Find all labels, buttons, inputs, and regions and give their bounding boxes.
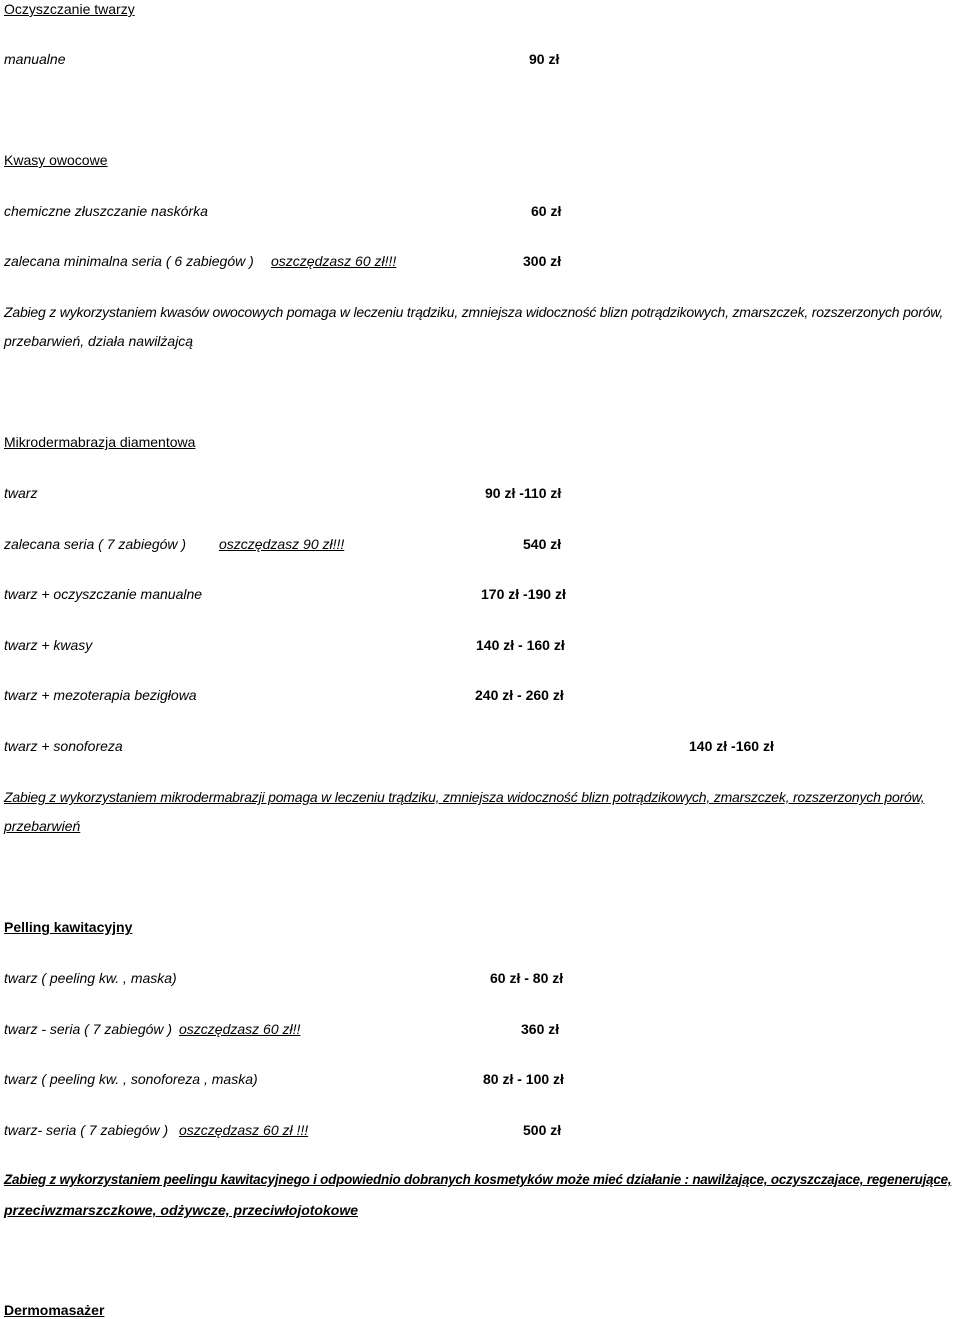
service-price-manualne: 90 zł (529, 51, 560, 67)
section-heading-oczyszczanie: Oczyszczanie twarzy (4, 1, 135, 17)
section-heading-pelling: Pelling kawitacyjny (4, 919, 133, 935)
service-label-peeling-sonoforeza: twarz ( peeling kw. , sonoforeza , maska) (4, 1071, 258, 1087)
service-label-seria-pelling-2: twarz- seria ( 7 zabiegów ) (4, 1122, 169, 1138)
service-price-oczyszczanie: 170 zł -190 zł (481, 586, 566, 602)
service-label-seria-mikro: zalecana seria ( 7 zabiegów ) (4, 536, 187, 552)
service-label-oczyszczanie: twarz + oczyszczanie manualne (4, 586, 203, 602)
saving-note-pelling: oszczędzasz 60 zł!! (179, 1021, 301, 1037)
section-heading-mikro: Mikrodermabrazja diamentowa (4, 434, 196, 450)
service-price-seria-mikro: 540 zł (523, 536, 562, 552)
service-label-sonoforeza: twarz + sonoforeza (4, 738, 123, 754)
service-price-seria-pelling: 360 zł (521, 1021, 560, 1037)
saving-note-kwasy: oszczędzasz 60 zł!!! (271, 253, 397, 269)
saving-note-mikro: oszczędzasz 90 zł!!! (219, 536, 345, 552)
service-price-chemiczne: 60 zł (531, 203, 562, 219)
service-label-seria-kwasy: zalecana minimalna seria ( 6 zabiegów ) (4, 253, 254, 269)
service-price-peeling-sonoforeza: 80 zł - 100 zł (483, 1071, 564, 1087)
service-price-seria-kwasy: 300 zł (523, 253, 562, 269)
service-price-sonoforeza: 140 zł -160 zł (689, 738, 774, 754)
description-pelling-line1: Zabieg z wykorzystaniem peelingu kawitacyjnego i odpowiednio dobranych kosmetyków może mieć działanie : nawilżające, oczyszczajace, regenerujące, (4, 1172, 952, 1187)
description-mikro-line2: przebarwień (4, 818, 81, 834)
description-pelling-line2: przeciwzmarszczkowe, odżywcze, przeciwłojotokowe (4, 1202, 358, 1218)
service-label-peeling: twarz ( peeling kw. , maska) (4, 970, 177, 986)
service-price-kwasy: 140 zł - 160 zł (476, 637, 565, 653)
saving-note-pelling-2: oszczędzasz 60 zł !!! (179, 1122, 309, 1138)
section-heading-kwasy: Kwasy owocowe (4, 152, 108, 168)
service-label-seria-pelling: twarz - seria ( 7 zabiegów ) (4, 1021, 173, 1037)
service-price-seria-pelling-2: 500 zł (523, 1122, 562, 1138)
service-price-twarz: 90 zł -110 zł (485, 485, 562, 501)
section-heading-dermo: Dermomasażer (4, 1302, 105, 1318)
service-label-manualne: manualne (4, 51, 66, 67)
service-label-mezoterapia: twarz + mezoterapia bezigłowa (4, 687, 197, 703)
description-mikro-line1: Zabieg z wykorzystaniem mikrodermabrazji pomaga w leczeniu trądziku, zmniejsza widoczność blizn potrądzikowych, zmarszczek, rozszerzonych porów, (4, 789, 925, 805)
service-label-chemiczne: chemiczne złuszczanie naskórka (4, 203, 208, 219)
description-kwasy-line1: Zabieg z wykorzystaniem kwasów owocowych pomaga w leczeniu trądziku, zmniejsza widoczność blizn potrądzikowych, zmarszczek, rozszerzonych porów, (4, 304, 944, 320)
service-label-twarz: twarz (4, 485, 38, 501)
service-label-kwasy: twarz + kwasy (4, 637, 93, 653)
description-kwasy-line2: przebarwień, działa nawilżajcą (4, 333, 194, 349)
service-price-peeling: 60 zł - 80 zł (490, 970, 564, 986)
service-price-mezoterapia: 240 zł - 260 zł (475, 687, 564, 703)
